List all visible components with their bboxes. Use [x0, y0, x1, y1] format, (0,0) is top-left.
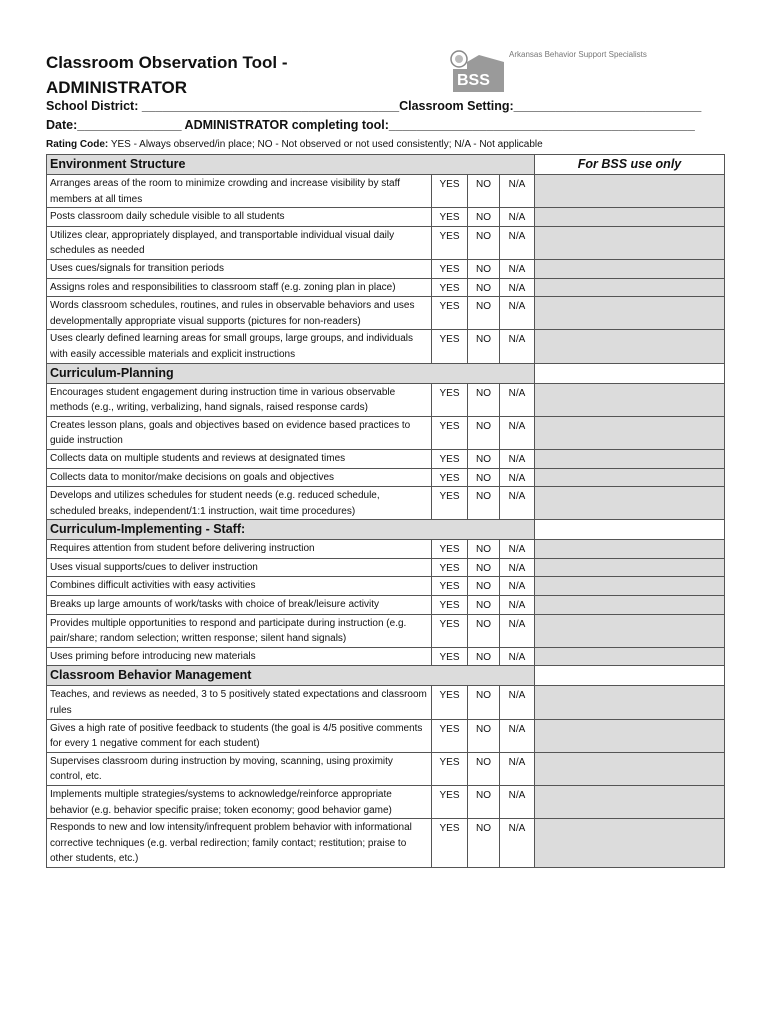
item-row [47, 383, 725, 416]
no-option[interactable]: NO [468, 278, 500, 297]
na-option[interactable]: N/A [500, 468, 535, 487]
yes-option[interactable]: YES [432, 416, 468, 449]
bss-use-cell [535, 596, 725, 615]
yes-option[interactable]: YES [432, 647, 468, 666]
bss-use-cell [535, 647, 725, 666]
no-option[interactable]: NO [468, 297, 500, 330]
na-option[interactable]: N/A [500, 540, 535, 559]
item-row [47, 278, 725, 297]
item-text: Creates lesson plans, goals and objectives based on evidence based practices to guide instruction [47, 416, 432, 449]
yes-option[interactable]: YES [432, 226, 468, 259]
item-text: Teaches, and reviews as needed, 3 to 5 positively stated expectations and classroom rules [47, 686, 432, 719]
bss-use-cell [535, 208, 725, 227]
item-row [47, 208, 725, 227]
bss-use-cell [535, 719, 725, 752]
yes-option[interactable]: YES [432, 577, 468, 596]
na-option[interactable]: N/A [500, 259, 535, 278]
item-row [47, 175, 725, 208]
document-title [46, 50, 288, 100]
section-header-row [47, 363, 725, 383]
bss-use-cell [535, 558, 725, 577]
no-option[interactable]: NO [468, 647, 500, 666]
bss-use-cell [535, 819, 725, 868]
item-text: Uses priming before introducing new materials [47, 647, 432, 666]
na-option[interactable]: N/A [500, 786, 535, 819]
item-row [47, 297, 725, 330]
no-option[interactable]: NO [468, 686, 500, 719]
no-option[interactable]: NO [468, 786, 500, 819]
yes-option[interactable]: YES [432, 208, 468, 227]
yes-option[interactable]: YES [432, 468, 468, 487]
yes-option[interactable]: YES [432, 752, 468, 785]
item-row [47, 487, 725, 520]
item-row [47, 719, 725, 752]
item-row [47, 330, 725, 363]
yes-option[interactable]: YES [432, 297, 468, 330]
yes-option[interactable]: YES [432, 487, 468, 520]
na-option[interactable]: N/A [500, 297, 535, 330]
yes-option[interactable]: YES [432, 330, 468, 363]
section-header-row [47, 155, 725, 175]
item-row [47, 786, 725, 819]
item-row [47, 577, 725, 596]
no-option[interactable]: NO [468, 383, 500, 416]
no-option[interactable]: NO [468, 752, 500, 785]
bss-use-cell [535, 278, 725, 297]
section-title: Curriculum-Planning [47, 363, 535, 383]
bss-use-header [535, 363, 725, 383]
logo-text: Arkansas Behavior Support Specialists [509, 50, 647, 59]
no-option[interactable]: NO [468, 819, 500, 868]
bss-use-cell [535, 297, 725, 330]
yes-option[interactable]: YES [432, 786, 468, 819]
item-row [47, 596, 725, 615]
bss-use-cell [535, 383, 725, 416]
no-option[interactable]: NO [468, 226, 500, 259]
bss-use-cell [535, 614, 725, 647]
na-option[interactable]: N/A [500, 558, 535, 577]
bss-use-cell [535, 259, 725, 278]
na-option[interactable]: N/A [500, 226, 535, 259]
item-text: Breaks up large amounts of work/tasks with choice of break/leisure activity [47, 596, 432, 615]
yes-option[interactable]: YES [432, 259, 468, 278]
item-text: Uses clearly defined learning areas for small groups, large groups, and individuals with easily accessible materials and explicit instructions [47, 330, 432, 363]
item-text: Assigns roles and responsibilities to classroom staff (e.g. zoning plan in place) [47, 278, 432, 297]
item-row [47, 752, 725, 785]
no-option[interactable]: NO [468, 208, 500, 227]
item-row [47, 686, 725, 719]
yes-option[interactable]: YES [432, 819, 468, 868]
rating-code [46, 139, 543, 150]
yes-option[interactable]: YES [432, 596, 468, 615]
item-text: Utilizes clear, appropriately displayed, and transportable individual visual daily schedules as needed [47, 226, 432, 259]
section-title: Classroom Behavior Management [47, 666, 535, 686]
no-option[interactable]: NO [468, 449, 500, 468]
item-text: Provides multiple opportunities to respond and participate during instruction (e.g. pair/share; random selection; written response; silent hand signals) [47, 614, 432, 647]
item-row [47, 416, 725, 449]
bss-logo-mark [449, 47, 509, 97]
bss-use-cell [535, 416, 725, 449]
na-option[interactable]: N/A [500, 208, 535, 227]
section-header-row [47, 666, 725, 686]
no-option[interactable]: NO [468, 558, 500, 577]
item-text: Encourages student engagement during instruction time in various observable methods (e.g., writing, verbalizing, hand signals, raised response cards) [47, 383, 432, 416]
section-header-row [47, 520, 725, 540]
yes-option[interactable]: YES [432, 558, 468, 577]
yes-option[interactable]: YES [432, 540, 468, 559]
yes-option[interactable]: YES [432, 449, 468, 468]
item-row [47, 468, 725, 487]
date-line: Date:_______________ ADMINISTRATOR completing tool:____________________________________________ [46, 118, 695, 132]
item-text: Posts classroom daily schedule visible to all students [47, 208, 432, 227]
no-option[interactable]: NO [468, 540, 500, 559]
school-district-line: School District: _____________________________________Classroom Setting:___________________________ [46, 99, 702, 113]
no-option[interactable]: NO [468, 416, 500, 449]
bss-use-cell [535, 487, 725, 520]
title-line-1: Classroom Observation Tool - [46, 53, 288, 72]
bss-use-cell [535, 686, 725, 719]
item-row [47, 614, 725, 647]
na-option[interactable]: N/A [500, 686, 535, 719]
rating-code-text: YES - Always observed/in place; NO - Not observed or not used consistently; N/A - Not applicable [108, 139, 543, 150]
item-text: Collects data to monitor/make decisions on goals and objectives [47, 468, 432, 487]
na-option[interactable]: N/A [500, 416, 535, 449]
bss-use-cell [535, 468, 725, 487]
bss-use-cell [535, 175, 725, 208]
na-option[interactable]: N/A [500, 487, 535, 520]
bss-use-header [535, 666, 725, 686]
na-option[interactable]: N/A [500, 383, 535, 416]
bss-use-cell [535, 540, 725, 559]
na-option[interactable]: N/A [500, 449, 535, 468]
item-text: Uses cues/signals for transition periods [47, 259, 432, 278]
no-option[interactable]: NO [468, 614, 500, 647]
item-text: Responds to new and low intensity/infrequent problem behavior with informational corrective techniques (e.g. verbal redirection; family contact; restitution; praise to other students, etc.) [47, 819, 432, 868]
na-option[interactable]: N/A [500, 647, 535, 666]
logo-mark-text: BSS [457, 72, 490, 89]
section-title: Curriculum-Implementing - Staff: [47, 520, 535, 540]
no-option[interactable]: NO [468, 175, 500, 208]
na-option[interactable]: N/A [500, 614, 535, 647]
bss-logo [449, 47, 699, 97]
no-option[interactable]: NO [468, 719, 500, 752]
na-option[interactable]: N/A [500, 278, 535, 297]
item-text: Supervises classroom during instruction by moving, scanning, using proximity control, etc. [47, 752, 432, 785]
item-row [47, 259, 725, 278]
item-row [47, 647, 725, 666]
item-text: Develops and utilizes schedules for student needs (e.g. reduced schedule, scheduled breaks, independent/1:1 instruction, wait time procedures) [47, 487, 432, 520]
no-option[interactable]: NO [468, 487, 500, 520]
bss-use-cell [535, 330, 725, 363]
rating-code-label: Rating Code: [46, 139, 109, 150]
bss-use-cell [535, 786, 725, 819]
no-option[interactable]: NO [468, 259, 500, 278]
section-title: Environment Structure [47, 155, 535, 175]
item-text: Combines difficult activities with easy activities [47, 577, 432, 596]
item-row [47, 540, 725, 559]
item-text: Requires attention from student before delivering instruction [47, 540, 432, 559]
item-row [47, 819, 725, 868]
na-option[interactable]: N/A [500, 719, 535, 752]
na-option[interactable]: N/A [500, 819, 535, 868]
yes-option[interactable]: YES [432, 686, 468, 719]
item-text: Implements multiple strategies/systems to acknowledge/reinforce appropriate behavior (e.g. behavior specific praise; token economy; good behavior game) [47, 786, 432, 819]
yes-option[interactable]: YES [432, 383, 468, 416]
item-text: Words classroom schedules, routines, and rules in observable behaviors and uses developmentally appropriate visual supports (pictures for non-readers) [47, 297, 432, 330]
na-option[interactable]: N/A [500, 330, 535, 363]
item-row [47, 226, 725, 259]
yes-option[interactable]: YES [432, 719, 468, 752]
observation-table [46, 154, 725, 868]
bss-use-cell [535, 752, 725, 785]
yes-option[interactable]: YES [432, 175, 468, 208]
no-option[interactable]: NO [468, 596, 500, 615]
bss-use-header: For BSS use only [535, 155, 725, 175]
item-row [47, 558, 725, 577]
item-text: Collects data on multiple students and reviews at designated times [47, 449, 432, 468]
no-option[interactable]: NO [468, 577, 500, 596]
bss-use-cell [535, 226, 725, 259]
item-text: Arranges areas of the room to minimize crowding and increase visibility by staff members at all times [47, 175, 432, 208]
yes-option[interactable]: YES [432, 278, 468, 297]
item-text: Gives a high rate of positive feedback to students (the goal is 4/5 positive comments for every 1 negative comment for each student) [47, 719, 432, 752]
title-line-2: ADMINISTRATOR [46, 78, 188, 97]
item-row [47, 449, 725, 468]
na-option[interactable]: N/A [500, 596, 535, 615]
bss-use-header [535, 520, 725, 540]
bss-use-cell [535, 449, 725, 468]
yes-option[interactable]: YES [432, 614, 468, 647]
no-option[interactable]: NO [468, 468, 500, 487]
item-text: Uses visual supports/cues to deliver instruction [47, 558, 432, 577]
na-option[interactable]: N/A [500, 577, 535, 596]
bss-use-cell [535, 577, 725, 596]
na-option[interactable]: N/A [500, 175, 535, 208]
no-option[interactable]: NO [468, 330, 500, 363]
na-option[interactable]: N/A [500, 752, 535, 785]
